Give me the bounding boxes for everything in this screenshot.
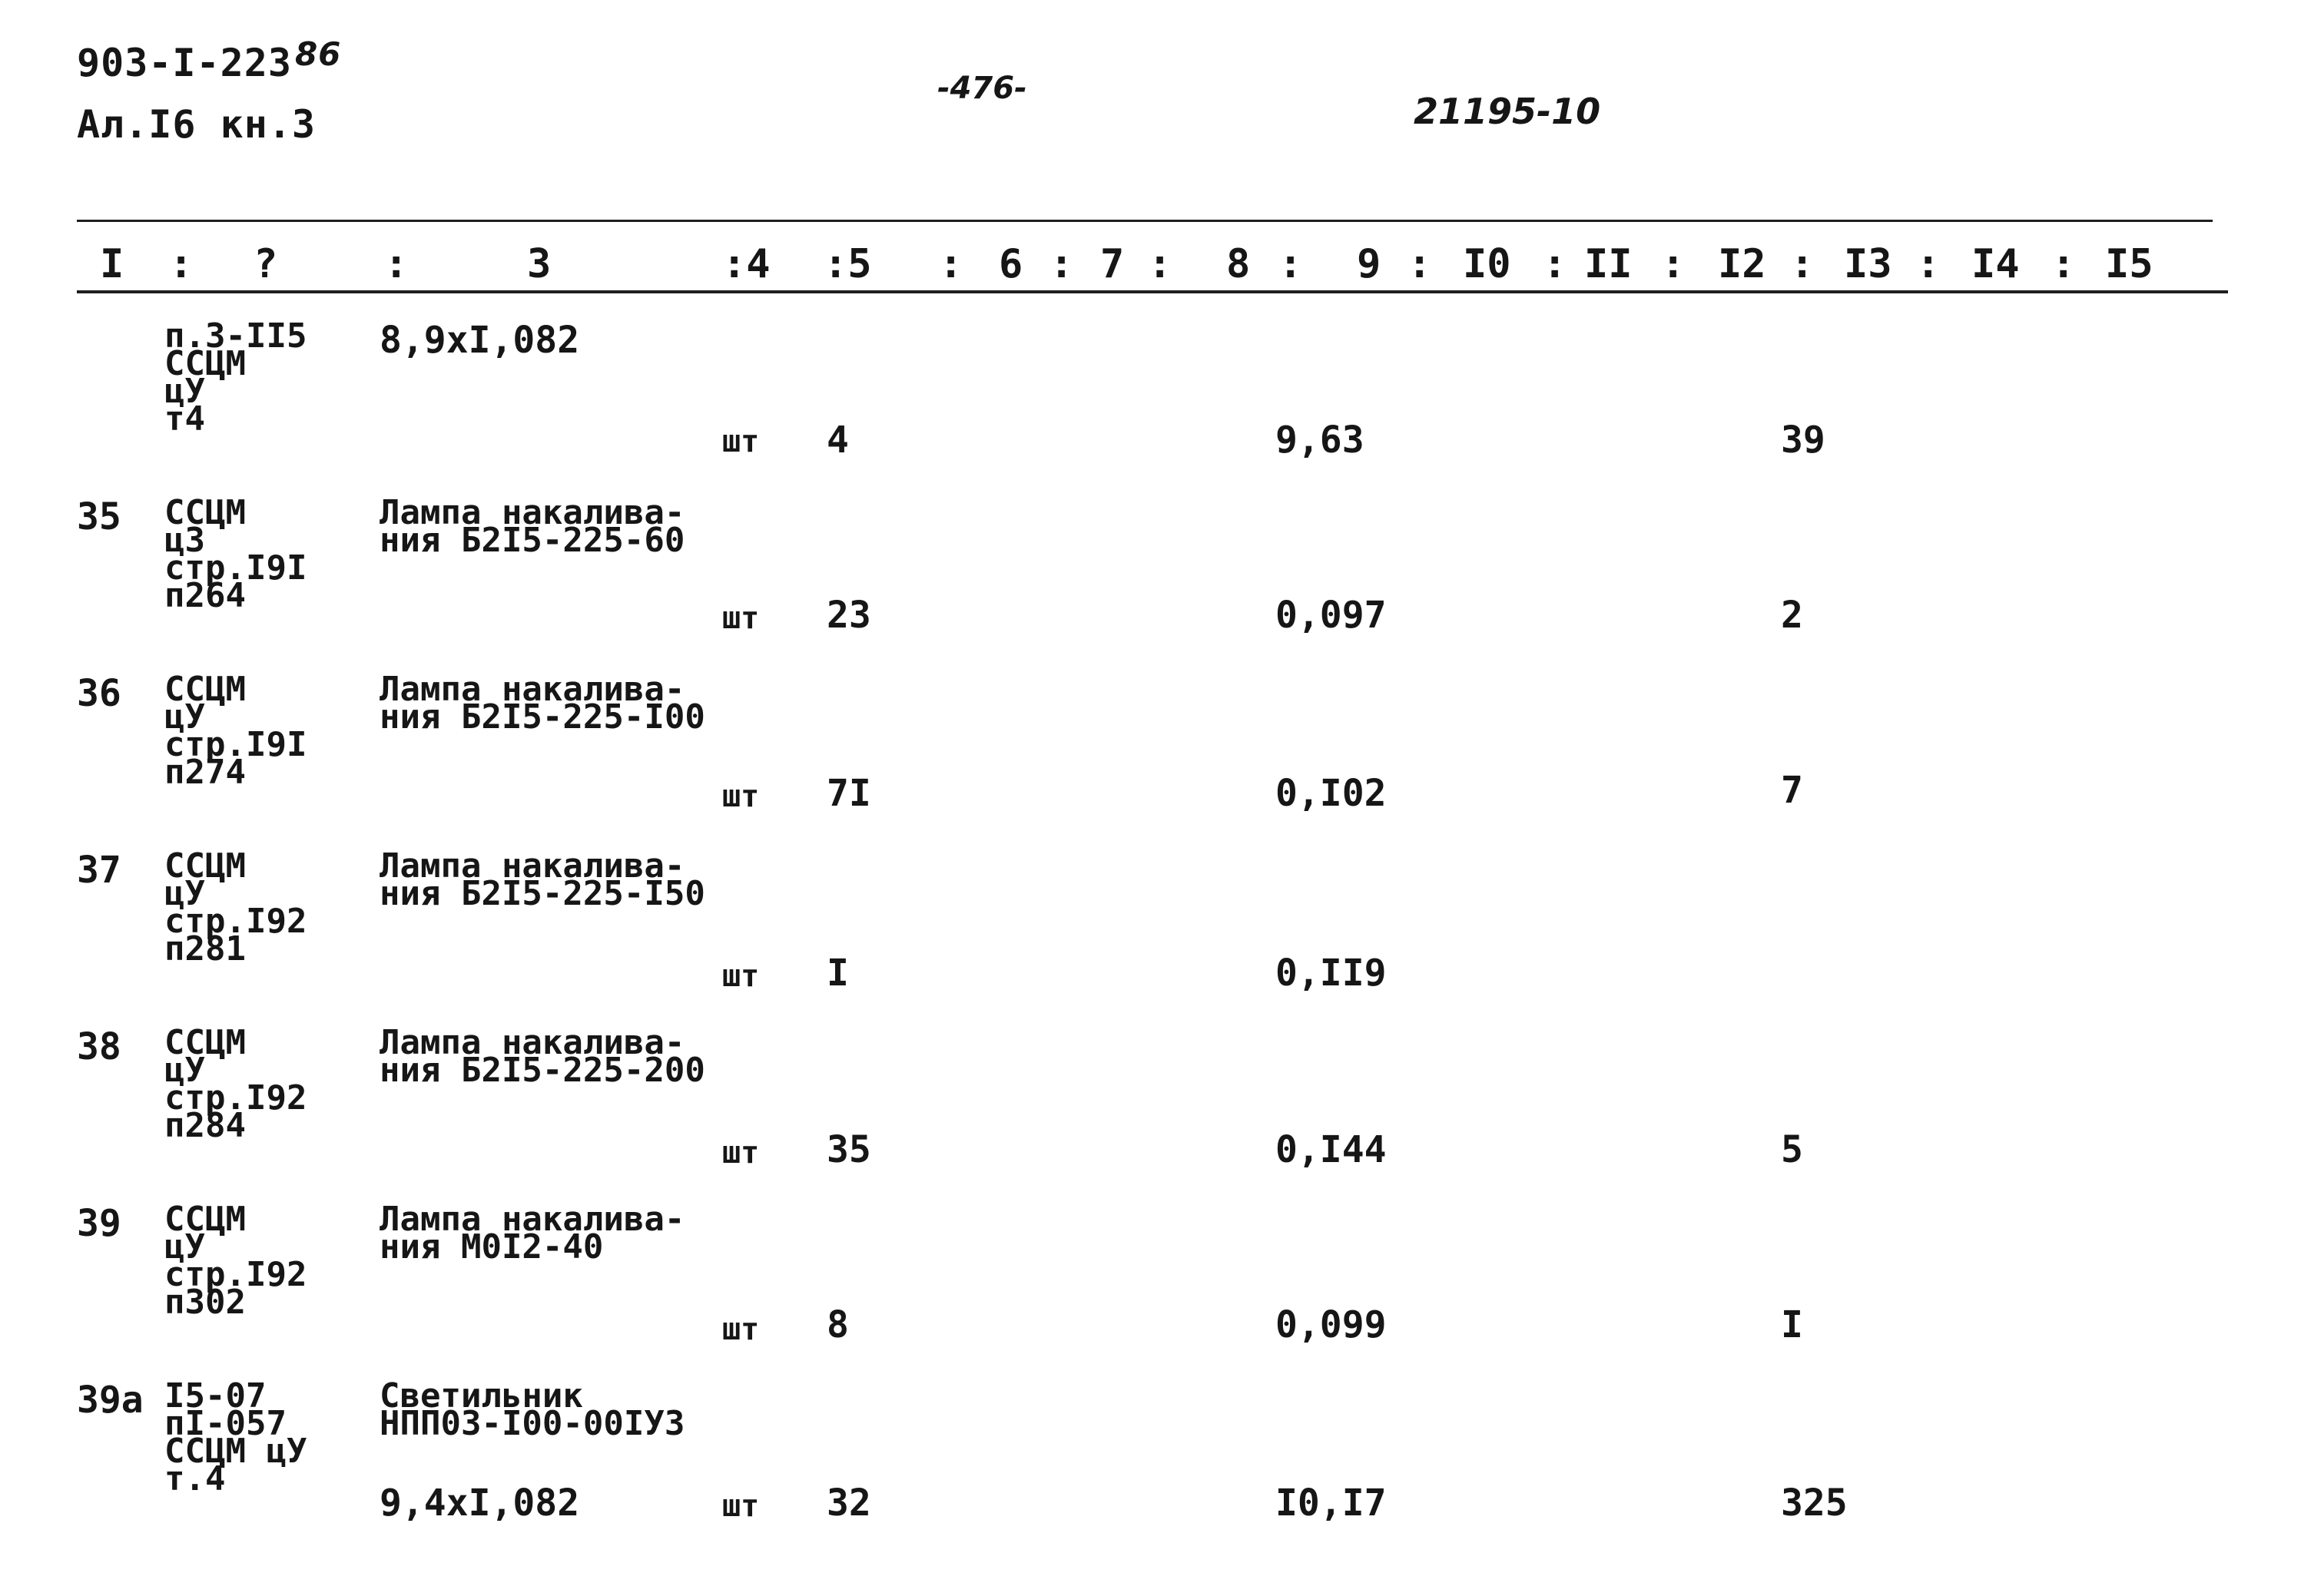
row-code-line: ССЦМ [164, 1200, 246, 1239]
row-code-line: ССЦМ [164, 344, 246, 383]
row-code-line: ССЦМ [164, 1023, 246, 1062]
row-unit-price: 0,097 [1275, 594, 1387, 637]
document-code [77, 35, 342, 85]
row-quantity: 8 [827, 1303, 849, 1346]
row-quantity: 4 [827, 419, 849, 462]
column-header-2: ? [254, 241, 278, 287]
row-description [380, 493, 685, 560]
row-code-line: ССЦМ [164, 846, 246, 886]
table-row [0, 493, 2311, 653]
row-code-line: п274 [164, 753, 246, 792]
table-header-rule [77, 290, 2228, 293]
document-code-number: 903-I-223 [77, 41, 292, 85]
row-code-line: цУ [164, 874, 205, 913]
row-unit-price: 9,63 [1275, 419, 1364, 462]
row-number: 35 [77, 495, 121, 538]
column-separator: : [2051, 241, 2076, 287]
album-book-label: Ал.I6 кн.3 [77, 102, 317, 147]
row-number: 39а [77, 1379, 144, 1422]
row-description-line: Светильник [380, 1376, 583, 1416]
row-code-line: I5-07 [164, 1376, 267, 1416]
row-code [164, 846, 307, 969]
row-code-line: стр.I92 [164, 1078, 307, 1118]
row-unit: шт [722, 959, 760, 994]
row-description-line: ния Б2I5-225-I50 [380, 874, 705, 913]
row-code-line: цУ [164, 697, 205, 737]
column-header-8: 8 [1226, 241, 1251, 287]
table-top-rule [77, 220, 2213, 222]
row-code-line: цУ [164, 1227, 205, 1267]
row-unit: шт [722, 1135, 760, 1171]
row-code-line: ССЦМ [164, 670, 246, 709]
column-separator: : [1049, 241, 1074, 287]
row-code-line: ССЦМ цУ [164, 1432, 307, 1471]
row-unit-price: 0,I44 [1275, 1128, 1387, 1171]
row-total: 7 [1781, 769, 1803, 812]
row-code-line: стр.I92 [164, 1255, 307, 1294]
row-description [380, 1376, 685, 1443]
row-description-line: ния Б2I5-225-I00 [380, 697, 705, 737]
row-total: I [1781, 1303, 1803, 1346]
row-code-line: стр.I9I [164, 725, 307, 764]
row-unit: шт [722, 601, 760, 636]
table-row [0, 846, 2311, 1006]
row-number: 38 [77, 1025, 121, 1068]
column-header-6: 6 [999, 241, 1023, 287]
row-quantity: 23 [827, 594, 871, 637]
row-quantity: 32 [827, 1482, 871, 1525]
row-total: 325 [1781, 1482, 1848, 1525]
column-header-13: I3 [1844, 241, 1892, 287]
column-separator: : [1790, 241, 1815, 287]
column-header-5: :5 [824, 241, 872, 287]
row-description-line: НПП03-I00-00IУ3 [380, 1404, 685, 1443]
row-number: 39 [77, 1202, 121, 1245]
row-code-line: стр.I9I [164, 548, 307, 588]
column-header-7: 7 [1100, 241, 1125, 287]
row-code-line: п284 [164, 1106, 246, 1145]
column-separator: : [1661, 241, 1686, 287]
row-code [164, 1376, 307, 1498]
row-quantity: 7I [827, 772, 871, 815]
row-code [164, 1023, 307, 1145]
column-header-15: I5 [2105, 241, 2154, 287]
row-quantity: 35 [827, 1128, 871, 1171]
row-code-line: п.3-II5 [164, 316, 307, 356]
column-header-14: I4 [1971, 241, 2020, 287]
row-total: 39 [1781, 419, 1825, 462]
row-unit-price: 0,II9 [1275, 952, 1387, 995]
column-separator: : [939, 241, 963, 287]
row-code-line: цУ [164, 372, 205, 411]
row-code [164, 316, 307, 439]
row-code-line: п264 [164, 576, 246, 615]
table-row [0, 1200, 2311, 1359]
column-separator: : [169, 241, 194, 287]
row-code-line: т4 [164, 399, 205, 439]
row-quantity: I [827, 952, 849, 995]
table-row [0, 1376, 2311, 1551]
row-code [164, 493, 307, 615]
row-unit-price: 0,099 [1275, 1303, 1387, 1346]
row-number: 37 [77, 849, 121, 892]
row-description-line: 8,9хI,082 [380, 319, 580, 362]
row-code-line: пI-057 [164, 1404, 287, 1443]
row-description [380, 1200, 685, 1267]
row-description-formula: 9,4хI,082 [380, 1482, 580, 1525]
row-description-line: Лампа накалива- [380, 1200, 685, 1239]
reference-number: 21195-10 [1414, 91, 1601, 132]
row-unit-price: I0,I7 [1275, 1482, 1387, 1525]
column-separator: : [1278, 241, 1303, 287]
row-code-line: цУ [164, 1051, 205, 1090]
row-description [380, 319, 580, 362]
column-header-9: 9 [1357, 241, 1381, 287]
row-description-line: Лампа накалива- [380, 1023, 685, 1062]
column-separator: : [384, 241, 409, 287]
row-code [164, 1200, 307, 1322]
column-header-10: I0 [1463, 241, 1511, 287]
row-code-line: ц3 [164, 521, 205, 560]
row-code-line: стр.I92 [164, 902, 307, 941]
row-number: 36 [77, 672, 121, 715]
column-header-1: I [100, 241, 124, 287]
row-description-line: Лампа накалива- [380, 670, 685, 709]
row-description-line: ния М0I2-40 [380, 1227, 604, 1267]
table-row [0, 670, 2311, 829]
column-separator: : [1916, 241, 1941, 287]
row-total: 5 [1781, 1128, 1803, 1171]
row-unit-price: 0,I02 [1275, 772, 1387, 815]
row-code-line: т.4 [164, 1459, 226, 1498]
row-unit: шт [722, 779, 760, 814]
row-code-line: п281 [164, 929, 246, 969]
page-number: -476- [937, 71, 1027, 106]
column-header-row [0, 243, 2311, 289]
row-description [380, 846, 705, 913]
row-total: 2 [1781, 594, 1803, 637]
row-description-line: ния Б2I5-225-60 [380, 521, 685, 560]
row-unit: шт [722, 1488, 760, 1524]
column-separator: : [1148, 241, 1172, 287]
row-code [164, 670, 307, 792]
row-code-line: ССЦМ [164, 493, 246, 532]
column-header-12: I2 [1718, 241, 1766, 287]
row-code-line: п302 [164, 1283, 246, 1322]
column-header-3: 3 [527, 241, 552, 287]
row-description [380, 670, 705, 737]
column-separator: : [1543, 241, 1567, 287]
row-description-line: Лампа накалива- [380, 493, 685, 532]
table-row [0, 1023, 2311, 1183]
column-header-11: II [1584, 241, 1633, 287]
row-description-line: ния Б2I5-225-200 [380, 1051, 705, 1090]
row-description [380, 1023, 705, 1090]
row-description-line: Лампа накалива- [380, 846, 685, 886]
column-separator: : [1407, 241, 1432, 287]
row-unit: шт [722, 424, 760, 459]
document-code-year: 86 [294, 35, 342, 73]
table-row [0, 316, 2311, 476]
row-unit: шт [722, 1312, 760, 1347]
column-header-4: :4 [722, 241, 771, 287]
